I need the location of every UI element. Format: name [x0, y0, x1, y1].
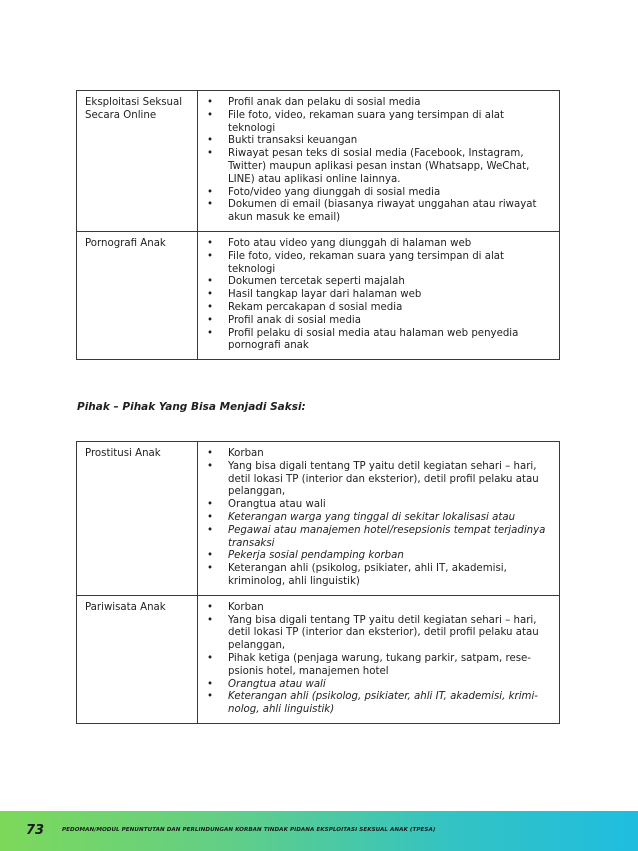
items-cell [198, 442, 560, 596]
list-item: • File foto, video, rekaman suara yang tersimpan di alat teknologi [205, 251, 551, 277]
table-row [77, 442, 560, 596]
items-cell [198, 595, 560, 723]
list-item: • Keterangan ahli (psikolog, psikiater, ahli IT, akademisi, kriminolog, ahli linguistik) [205, 563, 551, 589]
list-item: • Dokumen di email (biasanya riwayat unggahan atau riwayat akun masuk ke email) [205, 199, 551, 225]
list-item: • Profil pelaku di sosial media atau halaman web penyedia pornografi anak [205, 328, 551, 354]
list-item: • Profil anak dan pelaku di sosial media [205, 97, 551, 110]
list-item: • Korban [205, 448, 551, 461]
section-heading: Pihak – Pihak Yang Bisa Menjadi Saksi: [77, 401, 306, 413]
list-item: • Korban [205, 602, 551, 615]
list-item: • File foto, video, rekaman suara yang tersimpan di alat teknologi [205, 110, 551, 136]
bullet-list [205, 602, 551, 717]
items-cell [198, 91, 560, 232]
category-cell: Pariwisata Anak [77, 595, 198, 723]
list-item: • Orangtua atau wali [205, 679, 551, 692]
list-item: • Dokumen tercetak seperti majalah [205, 276, 551, 289]
list-item: • Hasil tangkap layar dari halaman web [205, 289, 551, 302]
list-item: • Profil anak di sosial media [205, 315, 551, 328]
table-row [77, 595, 560, 723]
list-item: • Pegawai atau manajemen hotel/resepsionis tempat terjadinya transaksi [205, 525, 551, 551]
list-item: • Riwayat pesan teks di sosial media (Facebook, Instagram, Twitter) maupun aplikasi pesan instan (Whatsapp, WeChat, LINE) atau aplikasi online lainnya. [205, 148, 551, 186]
list-item: • Keterangan warga yang tinggal di sekitar lokalisasi atau [205, 512, 551, 525]
evidence-table [76, 90, 560, 360]
category-cell: Pornografi Anak [77, 231, 198, 359]
bullet-list [205, 448, 551, 589]
list-item: • Orangtua atau wali [205, 499, 551, 512]
list-item: • Rekam percakapan d sosial media [205, 302, 551, 315]
bullet-list [205, 238, 551, 353]
page-number: 73 [26, 823, 45, 838]
list-item: • Yang bisa digali tentang TP yaitu detil kegiatan sehari – hari, detil lokasi TP (interior dan eksterior), detil profil pelaku atau pelanggan, [205, 615, 551, 653]
category-cell: Eksploitasi Seksual Secara Online [77, 91, 198, 232]
list-item: • Pihak ketiga (penjaga warung, tukang parkir, satpam, rese-psionis hotel, manajemen hotel [205, 653, 551, 679]
table-row [77, 91, 560, 232]
list-item: • Foto atau video yang diunggah di halaman web [205, 238, 551, 251]
witness-table [76, 441, 560, 724]
category-cell: Prostitusi Anak [77, 442, 198, 596]
list-item: • Yang bisa digali tentang TP yaitu detil kegiatan sehari – hari, detil lokasi TP (interior dan eksterior), detil profil pelaku atau pelanggan, [205, 461, 551, 499]
items-cell [198, 231, 560, 359]
bullet-list [205, 97, 551, 225]
list-item: • Pekerja sosial pendamping korban [205, 550, 551, 563]
list-item: • Keterangan ahli (psikolog, psikiater, ahli IT, akademisi, krimi-nolog, ahli linguistik) [205, 691, 551, 717]
table-row [77, 231, 560, 359]
footer-title: PEDOMAN/MODUL PENUNTUTAN DAN PERLINDUNGAN KORBAN TINDAK PIDANA EKSPLOITASI SEKSUAL ANAK (TPESA) [62, 827, 436, 833]
footer-bar [0, 811, 638, 851]
list-item: • Foto/video yang diunggah di sosial media [205, 187, 551, 200]
list-item: • Bukti transaksi keuangan [205, 135, 551, 148]
